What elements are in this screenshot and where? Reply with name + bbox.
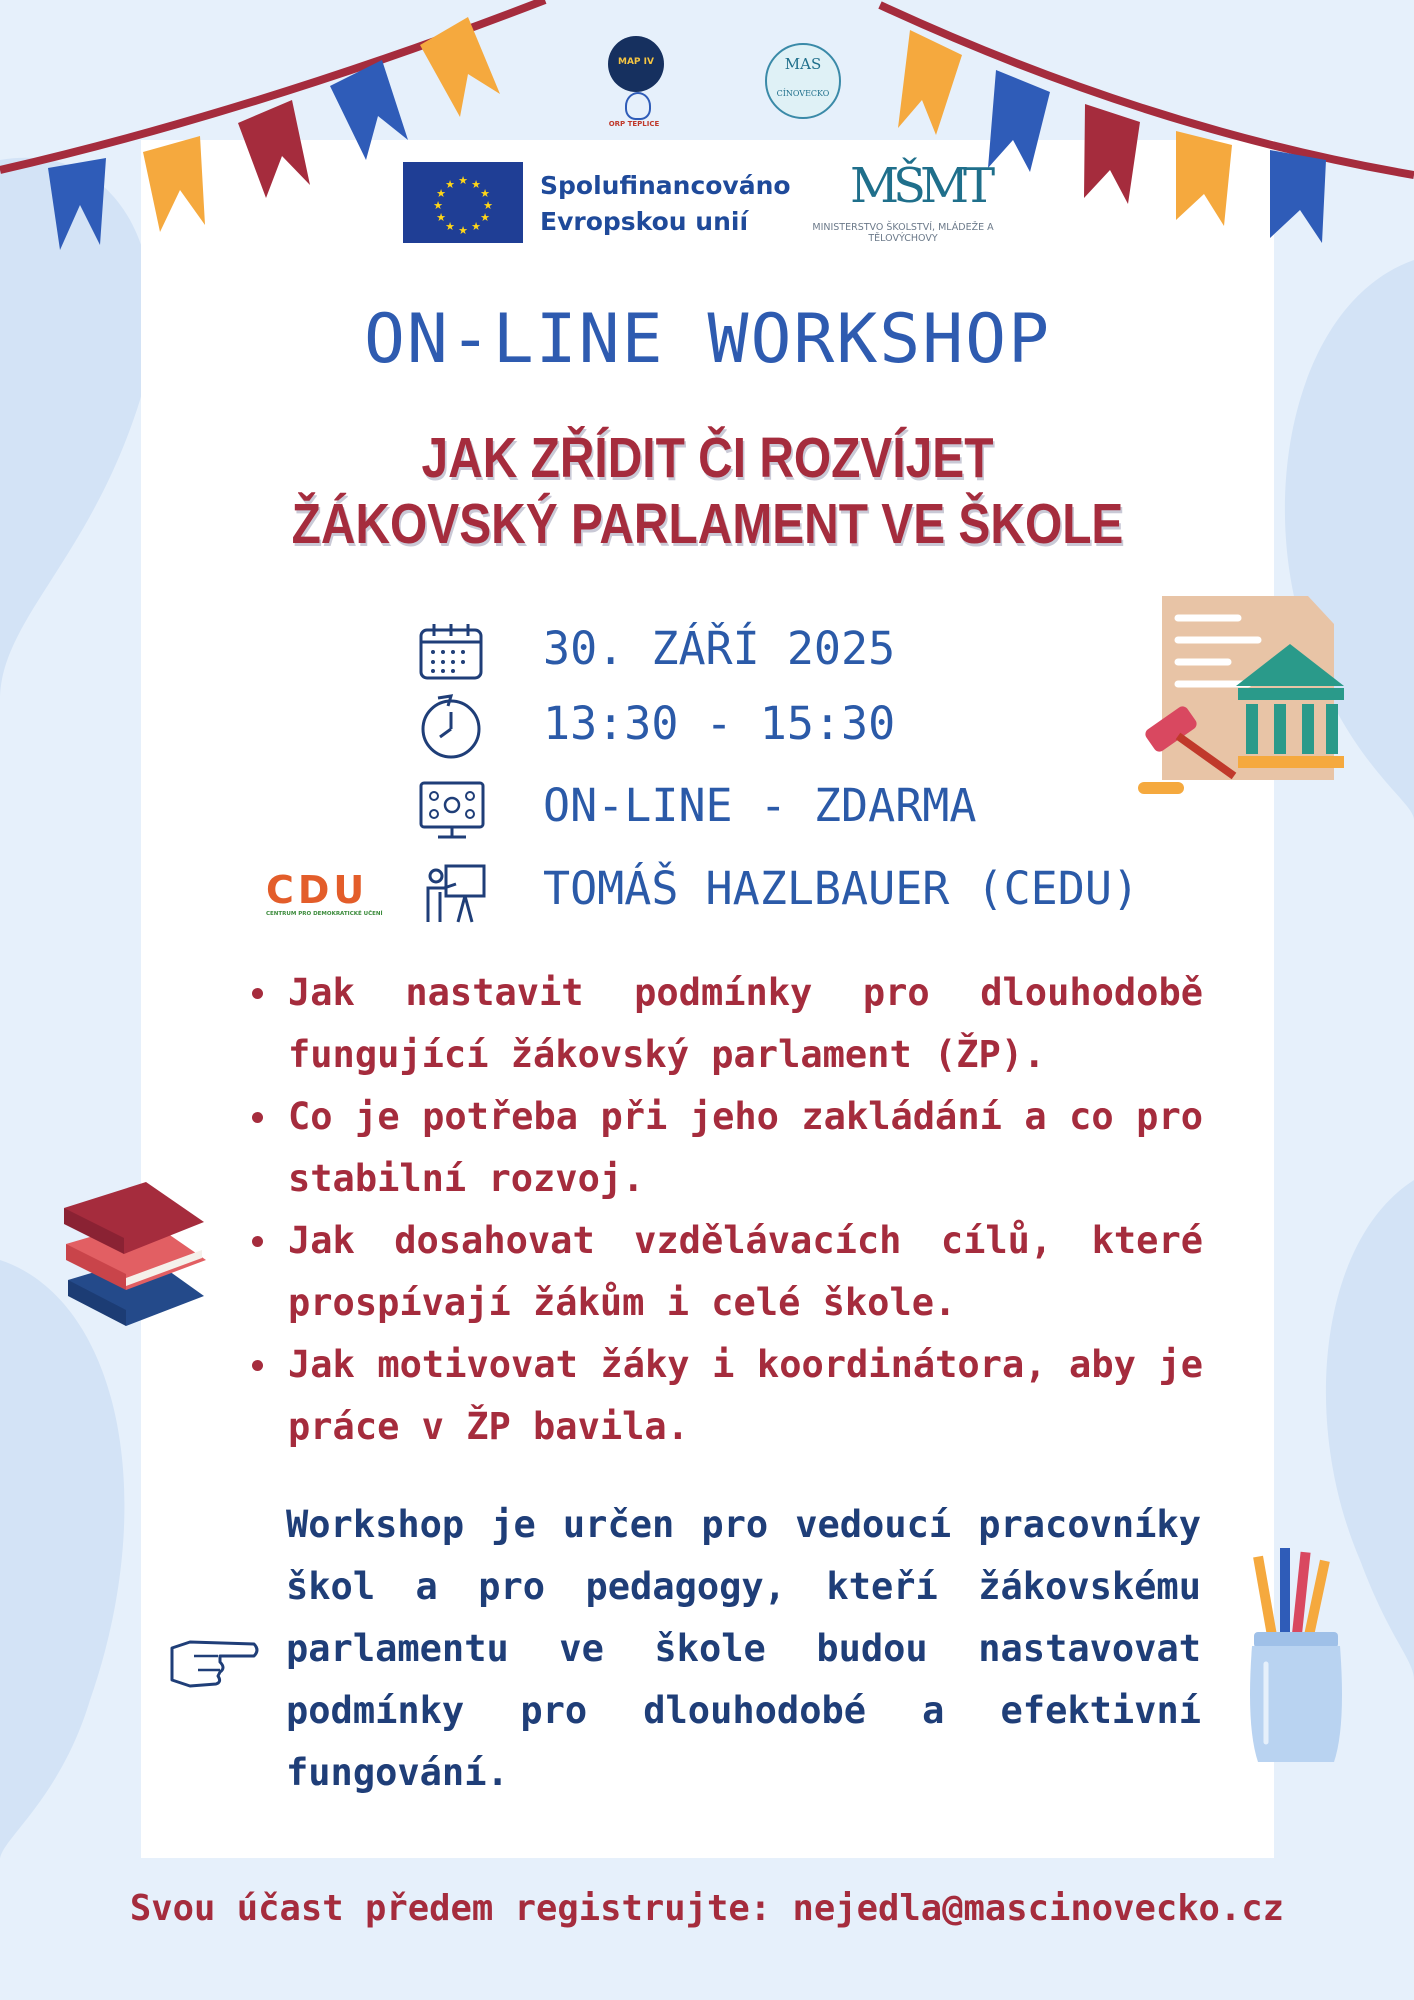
topic-item: Co je potřeba při jeho zakládání a co pro stabilní rozvoj. — [248, 1086, 1203, 1210]
svg-text:★: ★ — [436, 187, 446, 200]
cedu-logo-mark: CDU — [266, 868, 369, 912]
clock-icon — [418, 692, 484, 762]
svg-text:★: ★ — [436, 211, 446, 224]
svg-text:★: ★ — [458, 224, 468, 237]
target-audience-note: Workshop je určen pro vedoucí pracovníky škol a pro pedagogy, kteří žákovskému parlamentu ve škole budou nastavovat podmínky pro dlouhodobé a efektivní fungování. — [286, 1503, 1201, 1794]
eu-cofinanced-text: Spolufinancováno Evropskou unií — [540, 171, 791, 236]
video-conference-icon — [418, 780, 486, 840]
presenter-icon — [424, 862, 488, 926]
documents-court-illustration — [1138, 596, 1348, 806]
msmt-logo-mark: MŠMT — [850, 158, 990, 214]
pointing-hand-icon — [168, 1634, 260, 1690]
svg-text:★: ★ — [483, 199, 493, 212]
books-stack-illustration — [56, 1160, 216, 1340]
calendar-icon — [418, 622, 484, 682]
event-type-title: ON-LINE WORKSHOP — [363, 300, 1052, 379]
svg-text:★: ★ — [433, 199, 443, 212]
map-logo-label: MAP IV — [618, 57, 654, 67]
mas-logo-label: MAS — [784, 55, 822, 73]
svg-text:★: ★ — [480, 211, 490, 224]
event-title-line-1: JAK ZŘÍDIT ČI ROZVÍJET — [421, 426, 994, 490]
topic-item: Jak nastavit podmínky pro dlouhodobě fungující žákovský parlament (ŽP). — [248, 962, 1203, 1086]
topic-item: Jak motivovat žáky i koordinátora, aby je práce v ŽP bavila. — [248, 1334, 1203, 1458]
svg-text:★: ★ — [458, 174, 468, 187]
event-main-title — [232, 425, 1184, 557]
msmt-logo-text: MINISTERSTVO ŠKOLSTVÍ, MLÁDEŽE A TĚLOVÝCHOVY — [812, 222, 994, 244]
eu-stars-icon — [403, 162, 523, 243]
eu-flag-logo — [403, 162, 523, 243]
svg-text:★: ★ — [480, 187, 490, 200]
map-logo-caption: ORP TEPLICE — [608, 120, 660, 128]
pencil-jar-illustration — [1238, 1546, 1354, 1770]
event-time: 13:30 - 15:30 — [543, 697, 896, 750]
map-iv-logo — [608, 36, 664, 92]
cedu-logo-caption: CENTRUM PRO DEMOKRATICKÉ UČENÍ — [266, 911, 383, 917]
event-title-line-2: ŽÁKOVSKÝ PARLAMENT VE ŠKOLE — [291, 492, 1124, 556]
svg-text:★: ★ — [445, 178, 455, 191]
mas-logo-label-2: CÍNOVECKO — [776, 89, 830, 98]
map-figure-icon — [625, 92, 651, 120]
event-lecturer: TOMÁŠ HAZLBAUER (CEDU) — [543, 862, 1140, 915]
topic-item: Jak dosahovat vzdělávacích cílů, které prospívají žákům i celé škole. — [248, 1210, 1203, 1334]
svg-text:★: ★ — [471, 178, 481, 191]
topics-list — [248, 962, 1203, 1458]
registration-footer: Svou účast předem registrujte: nejedla@mascinovecko.cz — [129, 1888, 1285, 1929]
cedu-logo — [266, 868, 392, 917]
svg-text:★: ★ — [445, 220, 455, 233]
event-date: 30. ZÁŘÍ 2025 — [543, 622, 896, 675]
svg-text:★: ★ — [471, 220, 481, 233]
mas-cinovecko-logo — [765, 43, 841, 119]
event-format: ON-LINE - ZDARMA — [543, 779, 977, 832]
